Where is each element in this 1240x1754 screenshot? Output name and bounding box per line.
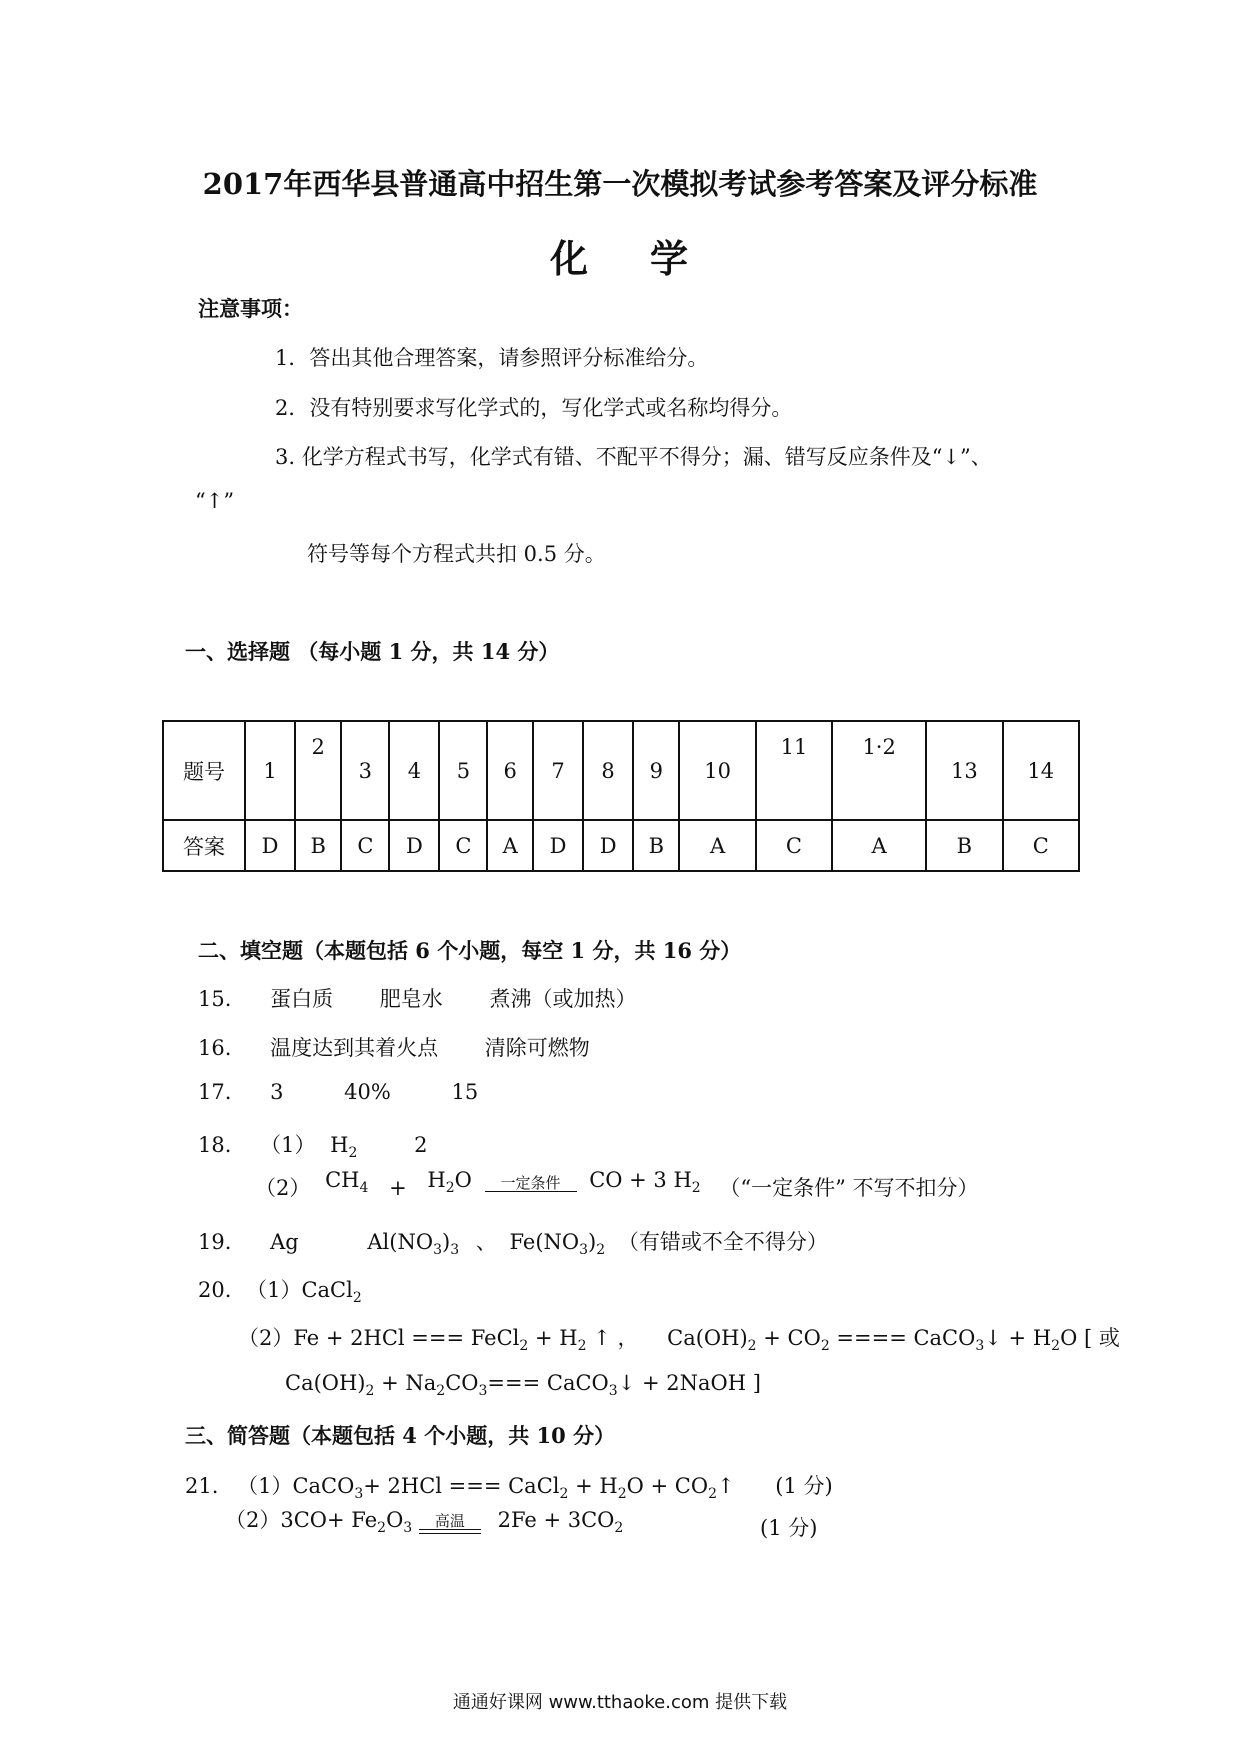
subject-title [0, 228, 1240, 283]
q16-number: 16. [198, 1036, 232, 1060]
q15-answer-1: 蛋白质 [270, 987, 334, 1011]
q18-part1-label: （1） [260, 1133, 316, 1157]
answer-cell: A [487, 820, 533, 871]
q16-answer-1: 温度达到其着火点 [270, 1036, 439, 1060]
q20-number: 20. [198, 1278, 232, 1302]
answer-cell: B [926, 820, 1002, 871]
answer-cell: C [1003, 820, 1080, 871]
row-label-number: 题号 [163, 721, 245, 820]
q20-part1-line [198, 1274, 362, 1306]
subject-right-char: 学 [650, 236, 691, 281]
question-number: 14 [1003, 721, 1080, 820]
q20-alt-line [285, 1371, 761, 1399]
question-number: 9 [633, 721, 679, 820]
q18-part1-answer-1: $H_2$ [330, 1133, 358, 1162]
q21-equation-1: （1）CaCO$_3$+ 2HCl === CaCl$_2$ + $H_2O$ + $CO_2↑$ [237, 1474, 735, 1503]
answer-cell: D [245, 820, 295, 871]
q18-reactant-2: $H_2O$ [427, 1168, 472, 1197]
question-number: 2 [295, 721, 341, 820]
question-number: 10 [679, 721, 755, 820]
q19-number: 19. [198, 1230, 232, 1254]
q18-number: 18. [198, 1133, 232, 1157]
q19-answer-2: $Al(NO_3)_3$ [367, 1230, 460, 1259]
notes-heading: 注意事项： [198, 296, 303, 321]
q20-equation-alt: $Ca(OH)_2 + Na_2CO_3===$ CaCO$_3$↓ + 2NaOH ] [285, 1371, 761, 1400]
table-row-numbers [163, 721, 1079, 820]
page-title: 2017年西华县普通高中招生第一次模拟考试参考答案及评分标准 [202, 167, 1038, 201]
q17-answer-2: 40% [344, 1080, 391, 1104]
note-item-3: 3. 化学方程式书写，化学式有错、不配平不得分；漏、错写反应条件及“↓”、 [275, 445, 992, 469]
question-number: 3 [341, 721, 389, 820]
subject-left-char: 化 [549, 236, 590, 281]
note-item-1: 1．答出其他合理答案，请参照评分标准给分。 [275, 346, 709, 370]
question-number: 1·2 [832, 721, 926, 820]
q18-note: （“一定条件” 不写不扣分） [719, 1176, 979, 1201]
q21-part1-score: (1 分) [775, 1474, 833, 1498]
question-number: 6 [487, 721, 533, 820]
answer-cell: A [679, 820, 755, 871]
q18-plus: + [389, 1176, 407, 1201]
note-item-2: 2．没有特别要求写化学式的，写化学式或名称均得分。 [275, 396, 793, 420]
answer-cell: C [341, 820, 389, 871]
answer-cell: A [832, 820, 926, 871]
question-number: 1 [245, 721, 295, 820]
q15-answer-2: 肥皂水 [379, 987, 443, 1011]
q15-number: 15. [198, 987, 232, 1011]
section-3-heading: 三、简答题（本题包括 4 个小题，共 10 分） [185, 1423, 616, 1448]
q18-part2-label: （2） [255, 1176, 311, 1201]
q18-reaction-condition: 一定条件 [485, 1175, 577, 1202]
question-number: 13 [926, 721, 1002, 820]
q18-part1-line [198, 1129, 427, 1161]
section-2-heading: 二、填空题（本题包括 6 个小题，每空 1 分，共 16 分） [198, 938, 742, 963]
question-number: 8 [583, 721, 633, 820]
q17-number: 17. [198, 1080, 232, 1104]
note-item-3-tail: 符号等每个方程式共扣 0.5 分。 [307, 542, 606, 566]
question-number: 5 [439, 721, 487, 820]
q18-reactant-1: $CH_4$ [325, 1168, 369, 1197]
q21-part2-line [225, 1506, 817, 1542]
q18-products: CO + 3 $H_2$ [589, 1168, 701, 1197]
q21-equation-2-products: $2Fe + 3CO_2$ [497, 1508, 624, 1537]
question-number: 7 [533, 721, 583, 820]
q19-separator: 、 [475, 1230, 497, 1254]
q21-part1-line [185, 1470, 833, 1502]
q16-line [198, 1032, 590, 1062]
q21-number: 21. [185, 1474, 219, 1498]
q20-equation-2: $Ca(OH)_2 + CO_2$ ==== CaCO$_3$↓ + $H_2O$ [ 或 [667, 1326, 1120, 1355]
footer-credit: 通通好课网 www.tthaoke.com 提供下载 [452, 1692, 788, 1713]
q15-answer-3: 煮沸（或加热） [489, 987, 637, 1011]
question-number: 4 [389, 721, 439, 820]
q17-answer-1: 3 [270, 1080, 284, 1104]
q20-part1-answer: （1）CaCl$_2$ [246, 1278, 362, 1307]
answer-cell: C [756, 820, 832, 871]
q19-line [198, 1226, 828, 1258]
answer-table [162, 720, 1080, 872]
q21-equation-2-reactants: $(2)3CO+ Fe_2O_3$ [225, 1508, 413, 1537]
q18-part1-answer-2: 2 [414, 1133, 428, 1157]
q18-part2-line [255, 1166, 979, 1202]
q20-part2-line [238, 1322, 1120, 1354]
q21-reaction-condition: 高温 [419, 1513, 481, 1542]
note-item-3-cont: “↑” [195, 489, 235, 513]
q19-answer-1: Ag [270, 1230, 299, 1254]
answer-cell: D [583, 820, 633, 871]
q16-answer-2: 清除可燃物 [484, 1036, 590, 1060]
row-label-answer: 答案 [163, 820, 245, 871]
q17-answer-3: 15 [451, 1080, 479, 1104]
answer-cell: C [439, 820, 487, 871]
q17-line [198, 1080, 478, 1104]
answer-cell: D [533, 820, 583, 871]
answer-cell: B [633, 820, 679, 871]
answer-cell: D [389, 820, 439, 871]
q15-line [198, 983, 636, 1013]
q21-part2-score: (1 分) [760, 1516, 818, 1541]
section-1-heading: 一、选择题 （每小题 1 分，共 14 分） [185, 639, 560, 664]
q19-answer-3: $Fe(NO_3)_2$ [509, 1230, 606, 1259]
q20-equation-1: （2）Fe + 2HCl === FeCl$_2$ + $H_2$ ↑ ， [238, 1326, 639, 1355]
q19-note: （有错或不全不得分） [617, 1230, 828, 1254]
answer-cell: B [295, 820, 341, 871]
table-row-answers [163, 820, 1079, 871]
question-number: 11 [756, 721, 832, 820]
